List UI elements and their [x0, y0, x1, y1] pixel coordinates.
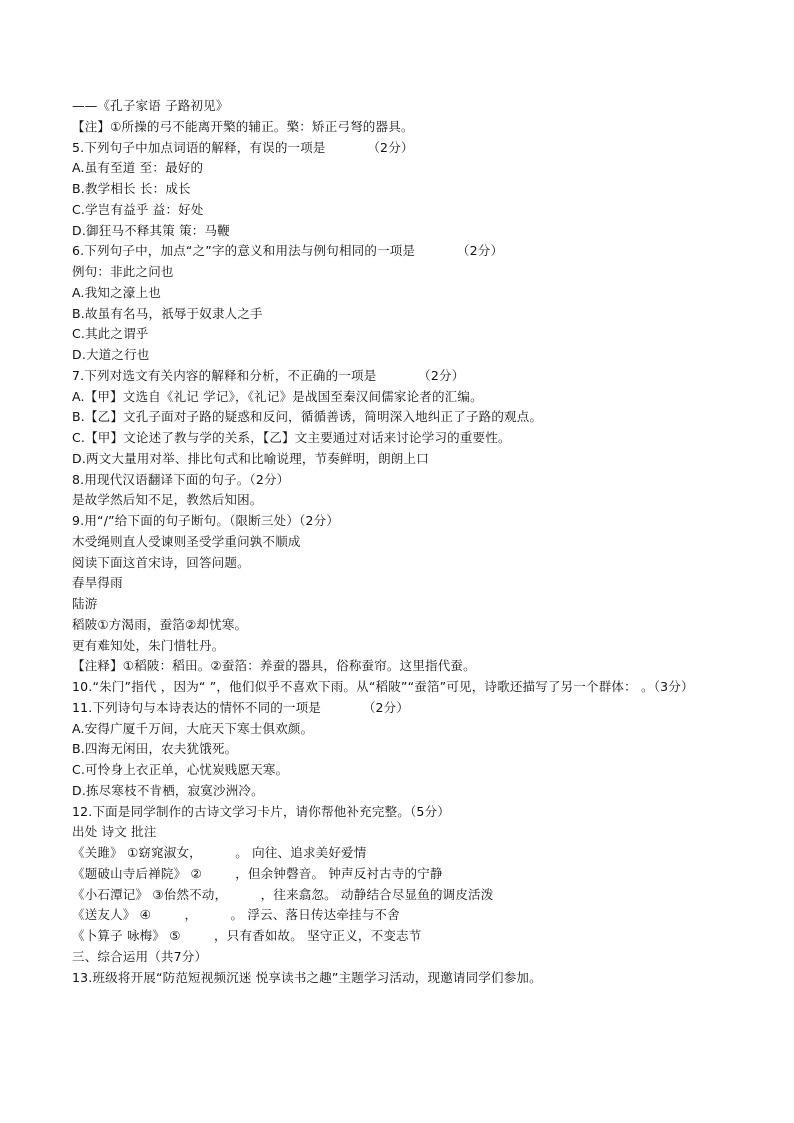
q6-option-b: B.故虽有名马，祇辱于奴隶人之手: [72, 305, 263, 321]
question-7: 7.下列对选文有关内容的解释和分析，不正确的一项是 （2分）: [72, 367, 465, 383]
card-row-4: 《送友人》 ④ ， 。 浮云、落日传达牵挂与不舍: [72, 907, 400, 923]
card-row-1: 《关雎》 ①窈窕淑女， 。 向往、追求美好爱情: [72, 845, 367, 860]
q7-option-c: C.【甲】文论述了教与学的关系，【乙】文主要通过对话来讨论学习的重要性。: [72, 430, 511, 445]
question-10: 10.“朱门”指代 ，因为“ ”，他们似乎不喜欢下雨。从“稻陂”“蚕箔”可见，诗歌还描写了另一个群体： 。（3分）: [72, 679, 694, 694]
q6-example: 例句：非此之问也: [72, 264, 174, 279]
poem-instruction: 阅读下面这首宋诗，回答问题。: [72, 554, 250, 570]
q6-option-a: A.我知之濠上也: [72, 284, 161, 300]
q11-option-b: B.四海无闲田，农夫犹饿死。: [72, 741, 238, 757]
poem-author: 陆游: [72, 596, 98, 611]
q9-sentence: 木受绳则直人受谏则圣受学重问孰不顺成: [72, 533, 301, 549]
card-row-3: 《小石潭记》 ③佁然不动， ，往来翕忽。 动静结合尽显鱼的调皮活泼: [72, 886, 494, 902]
q5-option-c: C.学岂有益乎 益：好处: [72, 201, 204, 217]
poem-title: 春旱得雨: [72, 575, 123, 591]
q7-option-a: A.【甲】文选自《礼记 学记》，《礼记》是战国至秦汉间儒家论者的汇编。: [72, 388, 483, 404]
q6-option-d: D.大道之行也: [72, 347, 150, 362]
document-page: [72, 96, 732, 988]
q8-sentence: 是故学然后知不足，教然后知困。: [72, 492, 263, 508]
question-9: 9.用“/”给下面的句子断句。（限断三处）（2分）: [72, 513, 340, 528]
q5-option-d: D.御狂马不释其策 策：马鞭: [72, 222, 230, 238]
q6-option-c: C.其此之谓乎: [72, 326, 149, 342]
poem-annotation: 【注释】①稻陂：稻田。②蚕箔：养蚕的器具，俗称蚕帘。这里指代蚕。: [72, 658, 476, 674]
source-attribution: ——《孔子家语 子路初见》: [72, 98, 229, 113]
card-header: 出处 诗文 批注: [72, 824, 157, 840]
section-3-heading: 三、综合运用（共7分）: [72, 948, 208, 964]
q11-option-a: A.安得广厦千万间，大庇天下寒士俱欢颜。: [72, 720, 314, 736]
question-8: 8.用现代汉语翻译下面的句子。（2分）: [72, 471, 290, 487]
q7-option-b: B.【乙】文孔子面对子路的疑惑和反问，循循善诱，简明深入地纠正了子路的观点。: [72, 409, 543, 425]
q7-option-d: D.两文大量用对举、排比句式和比喻说理，节奏鲜明，朗朗上口: [72, 450, 429, 466]
poem-line-1: 稻陂①方渴雨，蚕箔②却忧寒。: [72, 616, 248, 632]
annotation-note: 【注】①所操的弓不能离开檠的辅正。檠：矫正弓弩的器具。: [72, 118, 414, 134]
poem-line-2: 更有难知处，朱门惜牡丹。: [72, 637, 225, 653]
question-12: 12.下面是同学制作的古诗文学习卡片，请你帮他补充完整。（5分）: [72, 803, 450, 819]
q11-option-c: C.可怜身上衣正单，心忧炭贱愿天寒。: [72, 762, 289, 777]
question-11: 11.下列诗句与本诗表达的情怀不同的一项是 （2分）: [72, 699, 410, 715]
q5-option-b: B.教学相长 长：成长: [72, 181, 191, 196]
q5-option-a: A.虽有至道 至：最好的: [72, 160, 204, 176]
question-5: 5.下列句子中加点词语的解释，有误的一项是 （2分）: [72, 139, 414, 155]
card-row-2: 《题破山寺后禅院》 ② ，但余钟磬音。 钟声反衬古寺的宁静: [72, 865, 443, 881]
question-13: 13.班级将开展“防范短视频沉迷 悦享读书之趣”主题学习活动，现邀请同学们参加。: [72, 969, 542, 985]
q11-option-d: D.拣尽寒枝不肯栖，寂寞沙洲冷。: [72, 782, 264, 798]
question-6: 6.下列句子中，加点“之”字的意义和用法与例句相同的一项是 （2分）: [72, 243, 504, 259]
card-row-5: 《卜算子 咏梅》 ⑤ ，只有香如故。 坚守正义，不变志节: [72, 928, 422, 943]
